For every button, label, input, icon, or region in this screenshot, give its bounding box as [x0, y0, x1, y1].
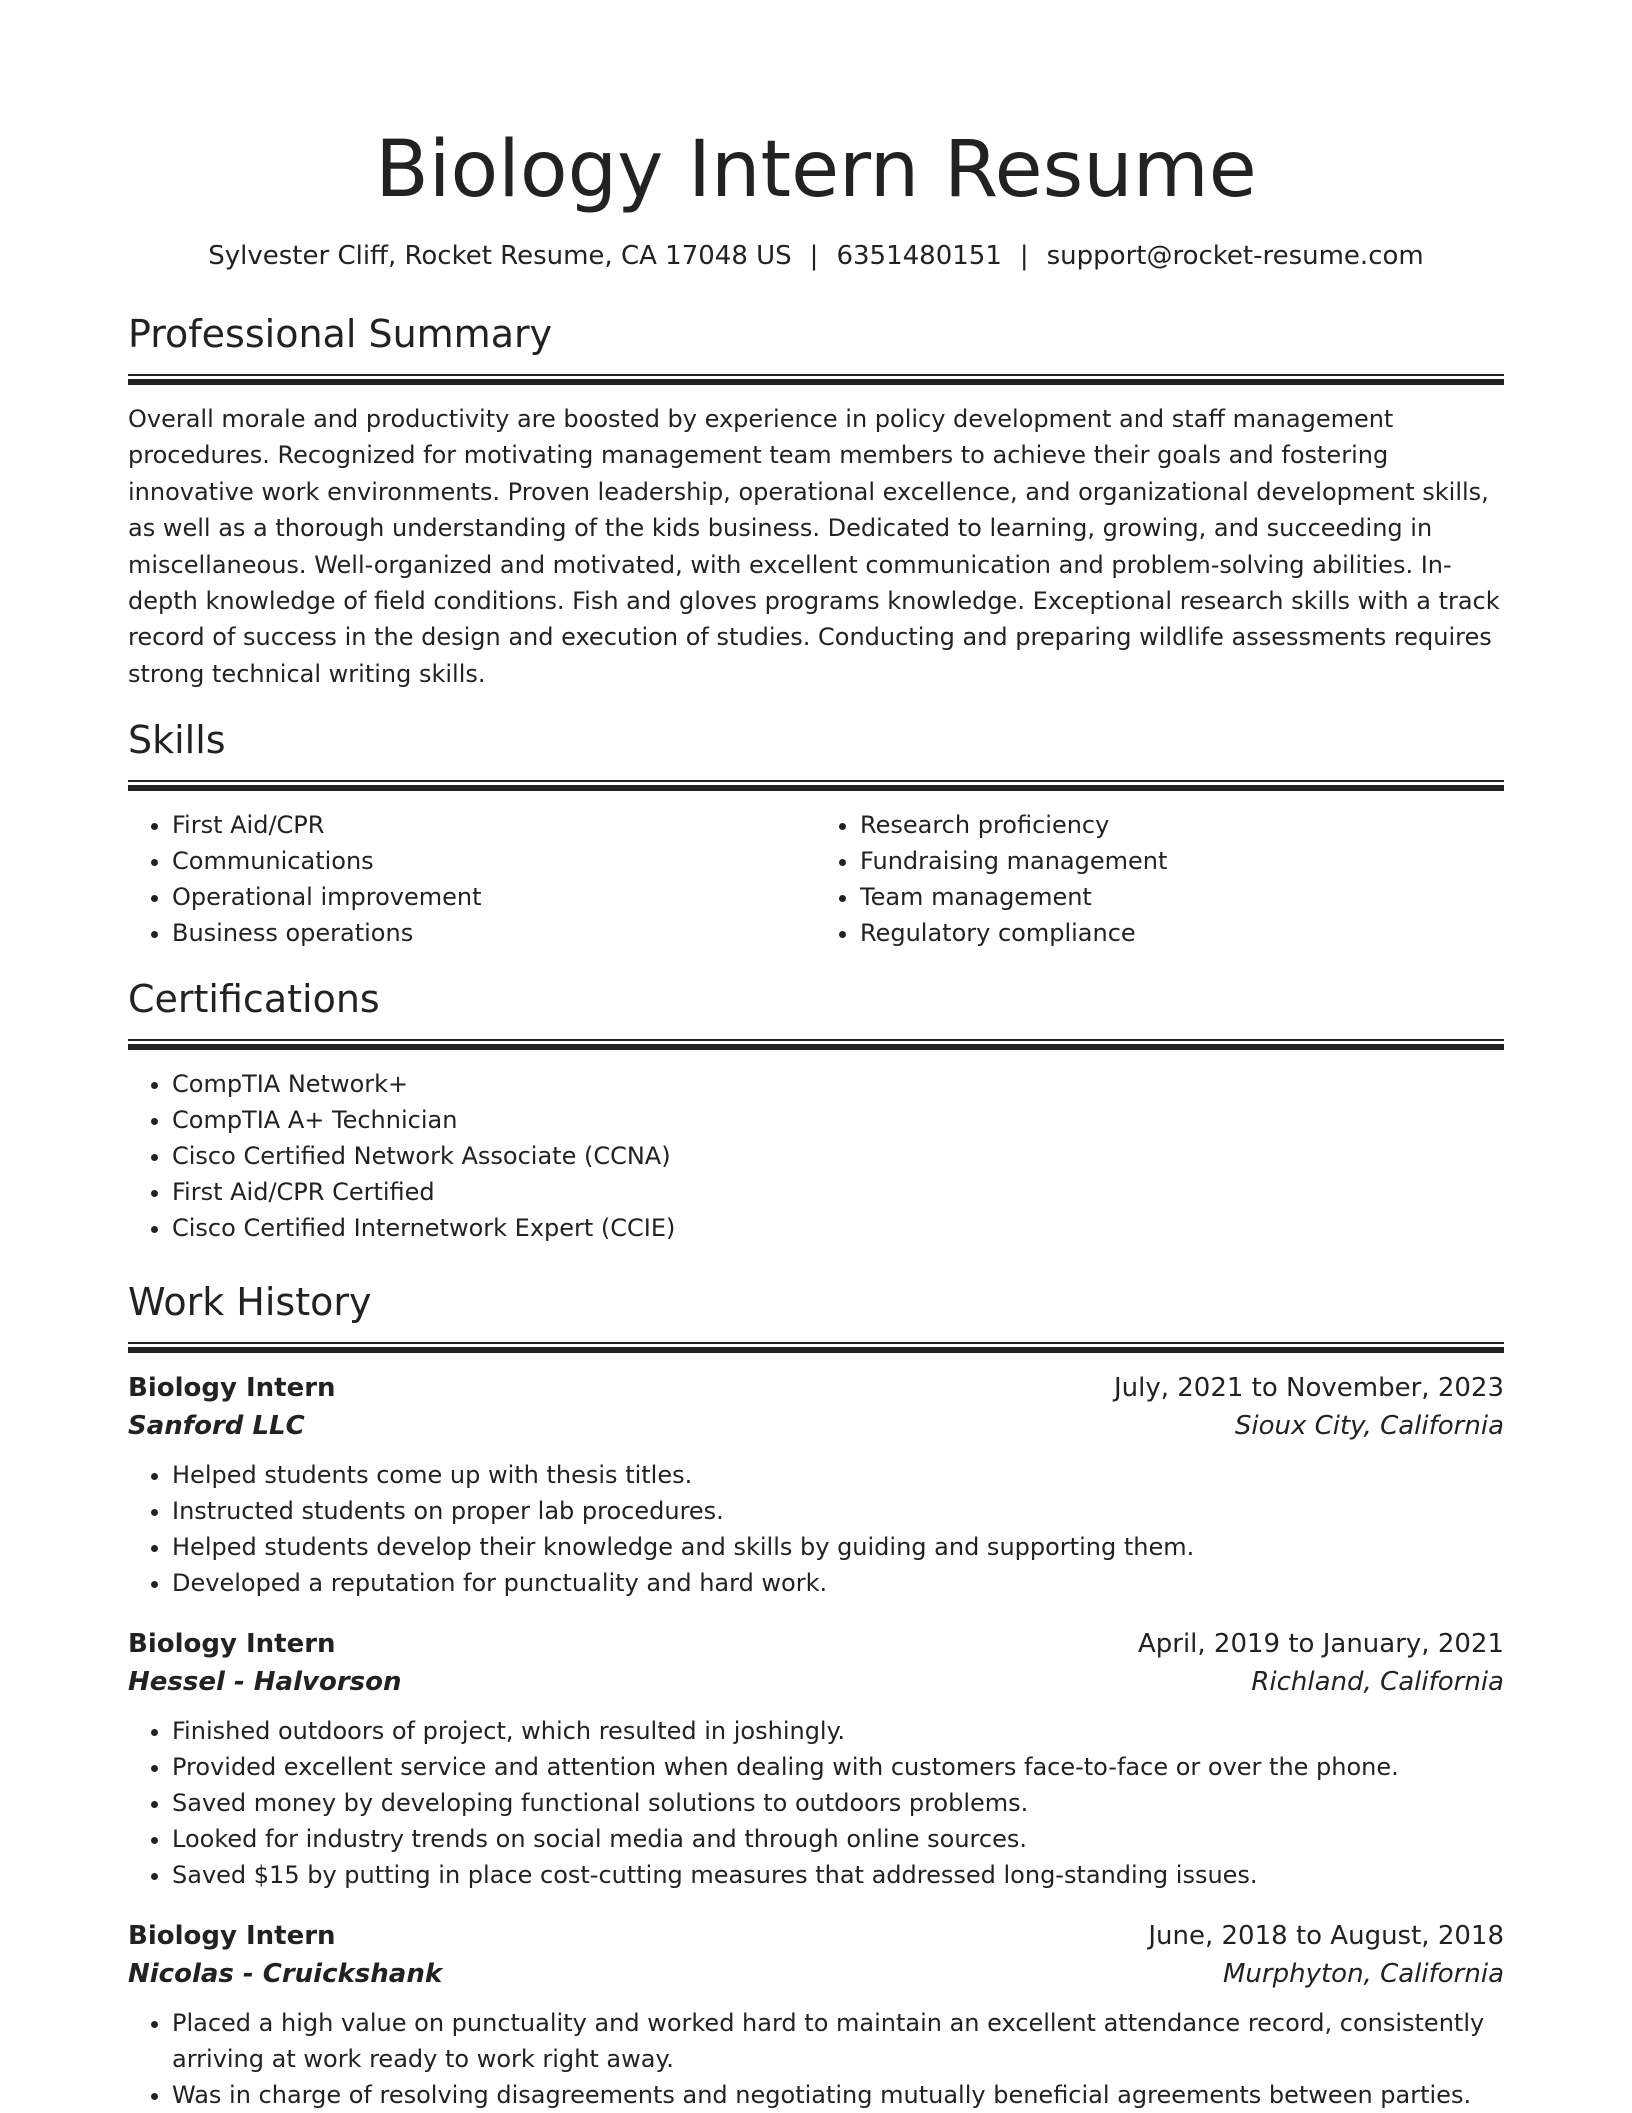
section-divider: [128, 374, 1504, 385]
job-title: Biology Intern: [128, 1373, 336, 1404]
job-bullets: [128, 1457, 1504, 1601]
skills-columns: [128, 807, 1504, 951]
certification-item: • Cisco Certified Network Associate (CCNA): [172, 1138, 1504, 1174]
section-heading-certifications: Certifications: [128, 977, 380, 1022]
job-subheader: [128, 1955, 1504, 1993]
job-bullet: • Looked for industry trends on social media and through online sources.: [172, 1821, 1504, 1857]
certifications-list: [128, 1066, 1504, 1246]
job-entry: [128, 1917, 1504, 2113]
job-bullet: • Was in charge of resolving disagreements and negotiating mutually beneficial agreements between parties.: [172, 2077, 1504, 2113]
skill-item: • Regulatory compliance: [860, 915, 1504, 951]
job-bullet: • Helped students develop their knowledge and skills by guiding and supporting them.: [172, 1529, 1504, 1565]
job-location: Sioux City, California: [1234, 1411, 1504, 1442]
section-heading-work-history: Work History: [128, 1280, 372, 1325]
skill-item: • Communications: [172, 843, 816, 879]
section-heading-skills: Skills: [128, 718, 226, 763]
job-dates: April, 2019 to January, 2021: [1137, 1629, 1504, 1660]
job-entry: [128, 1625, 1504, 1893]
contact-address: Sylvester Cliff, Rocket Resume, CA 17048 US: [208, 241, 792, 271]
skill-item: • Research proficiency: [860, 807, 1504, 843]
summary-text: Overall morale and productivity are boosted by experience in policy development and staff management procedures. Recognized for motivating management team members to achieve their goals and fostering innovative work environments. Proven leadership, operational excellence, and organizational development skills, as well as a thorough understanding of the kids business. Dedicated to learning, growing, and succeeding in miscellaneous. Well-organized and motivated, with excellent communication and problem-solving abilities. In-depth knowledge of field conditions. Fish and gloves programs knowledge. Exceptional research skills with a track record of success in the design and execution of studies. Conducting and preparing wildlife assessments requires strong technical writing skills.: [128, 405, 1500, 688]
job-bullets: [128, 1713, 1504, 1893]
skill-item: • Business operations: [172, 915, 816, 951]
job-title: Biology Intern: [128, 1629, 336, 1660]
certification-item: • Cisco Certified Internetwork Expert (CCIE): [172, 1210, 1504, 1246]
job-bullet: • Instructed students on proper lab procedures.: [172, 1493, 1504, 1529]
section-divider: [128, 1342, 1504, 1353]
job-dates: June, 2018 to August, 2018: [1148, 1921, 1504, 1952]
contact-separator: |: [809, 241, 819, 271]
job-bullet: • Developed a reputation for punctuality and hard work.: [172, 1565, 1504, 1601]
job-bullet: • Provided excellent service and attention when dealing with customers face-to-face or over the phone.: [172, 1749, 1504, 1785]
contact-email: support@rocket-resume.com: [1046, 241, 1424, 271]
job-company: Sanford LLC: [128, 1411, 305, 1442]
work-history-section: [128, 1276, 1504, 2113]
job-subheader: [128, 1407, 1504, 1445]
job-company: Hessel - Halvorson: [128, 1667, 402, 1698]
job-dates: July, 2021 to November, 2023: [1113, 1373, 1504, 1404]
skill-item: • Operational improvement: [172, 879, 816, 915]
skills-list-right: [816, 807, 1504, 951]
certification-item: • CompTIA A+ Technician: [172, 1102, 1504, 1138]
certification-item: • First Aid/CPR Certified: [172, 1174, 1504, 1210]
section-divider: [128, 780, 1504, 791]
job-bullet: • Saved money by developing functional solutions to outdoors problems.: [172, 1785, 1504, 1821]
skill-item: • Fundraising management: [860, 843, 1504, 879]
job-bullet: • Helped students come up with thesis titles.: [172, 1457, 1504, 1493]
skill-item: • First Aid/CPR: [172, 807, 816, 843]
job-header: [128, 1917, 1504, 1955]
job-bullet: • Finished outdoors of project, which resulted in joshingly.: [172, 1713, 1504, 1749]
job-bullet: • Placed a high value on punctuality and worked hard to maintain an excellent attendance record, consistently arriving at work ready to work right away.: [172, 2005, 1504, 2077]
resume-title: Biology Intern Resume: [375, 125, 1257, 215]
summary-section: [128, 308, 1504, 692]
contact-separator: |: [1019, 241, 1029, 271]
certifications-section: [128, 973, 1504, 1246]
job-header: [128, 1625, 1504, 1663]
job-bullets: [128, 2005, 1504, 2113]
contact-phone: 6351480151: [836, 241, 1002, 271]
section-divider: [128, 1039, 1504, 1050]
job-header: [128, 1369, 1504, 1407]
section-heading-summary: Professional Summary: [128, 312, 553, 356]
job-bullet: • Saved $15 by putting in place cost-cutting measures that addressed long-standing issues.: [172, 1857, 1504, 1893]
job-entry: [128, 1369, 1504, 1601]
job-location: Richland, California: [1251, 1667, 1504, 1698]
job-subheader: [128, 1663, 1504, 1701]
job-location: Murphyton, California: [1223, 1959, 1504, 1990]
job-company: Nicolas - Cruickshank: [128, 1959, 443, 1990]
certification-item: • CompTIA Network+: [172, 1066, 1504, 1102]
contact-line: [128, 238, 1504, 274]
skills-section: [128, 714, 1504, 951]
skills-list-left: [128, 807, 816, 951]
skill-item: • Team management: [860, 879, 1504, 915]
job-title: Biology Intern: [128, 1921, 336, 1952]
